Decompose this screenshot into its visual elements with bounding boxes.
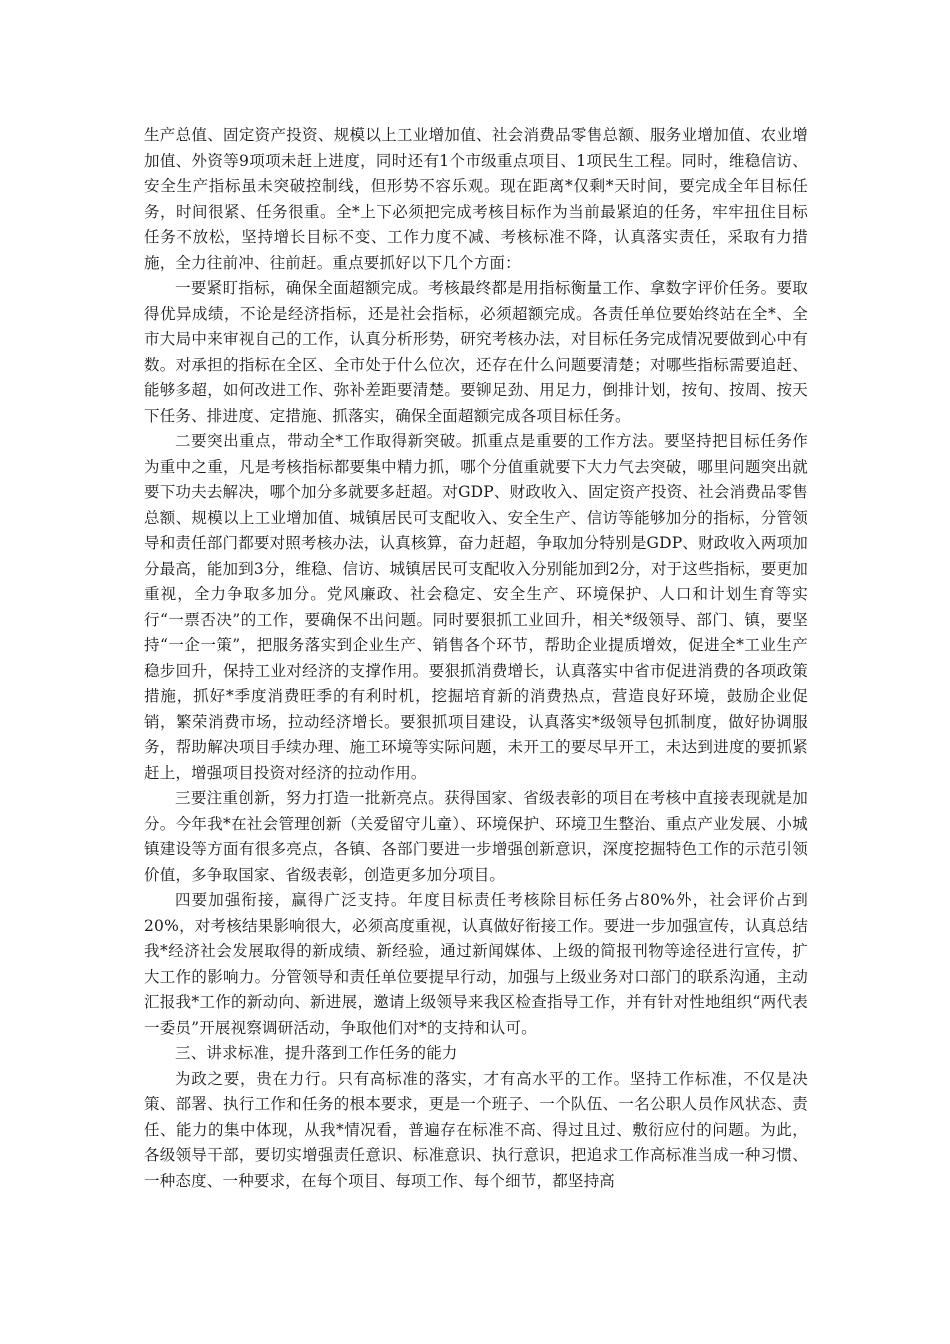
document-body bbox=[144, 123, 808, 1194]
paragraph-section-three-body: 为政之要，贵在力行。只有高标准的落实，才有高水平的工作。坚持工作标准，不仅是决策、部署、执行工作和任务的根本要求，更是一个班子、一个队伍、一名公职人员作风状态、责任、能力的集中体现，从我*情况看，普遍存在标准不高、得过且过、敷衍应付的问题。为此，各级领导干部，要切实增强责任意识、标准意识、执行意识，把追求工作高标准当成一种习惯、一种态度、一种要求，在每个项目、每项工作、每个细节，都坚持高 bbox=[144, 1069, 808, 1190]
paragraph-point-one: 一要紧盯指标，确保全面超额完成。考核最终都是用指标衡量工作、拿数字评价任务。要取得优异成绩，不论是经济指标，还是社会指标，必须超额完成。各责任单位要始终站在全*、全市大局中来审视自己的工作，认真分析形势，研究考核办法，对目标任务完成情况要做到心中有数。对承担的指标在全区、全市处于什么位次，还存在什么问题要清楚；对哪些指标需要追赶、能够多超，如何改进工作、弥补差距要清楚。要铆足劲、用足力，倒排计划，按旬、按周、按天下任务、排进度、定措施、抓落实，确保全面超额完成各项目标任务。 bbox=[144, 279, 808, 425]
paragraph-point-three: 三要注重创新，努力打造一批新亮点。获得国家、省级表彰的项目在考核中直接表现就是加分。今年我*在社会管理创新（关爱留守儿童）、环境保护、环境卫生整治、重点产业发展、小城镇建设等方面有很多亮点，各镇、各部门要进一步增强创新意识，深度挖掘特色工作的示范引领价值，多争取国家、省级表彰，创造更多加分项目。 bbox=[144, 789, 808, 884]
paragraph-point-four: 四要加强衔接，赢得广泛支持。年度目标责任考核除目标任务占80%外，社会评价占到20%，对考核结果影响很大，必须高度重视，认真做好衔接工作。要进一步加强宣传，认真总结我*经济社会发展取得的新成绩、新经验，通过新闻媒体、上级的简报刊物等途径进行宣传，扩大工作的影响力。分管领导和责任单位要提早行动，加强与上级业务对口部门的联系沟通，主动汇报我*工作的新动向、新进展，邀请上级领导来我区检查指导工作，并有针对性地组织“两代表一委员”开展视察调研活动，争取他们对*的支持和认可。 bbox=[144, 891, 808, 1037]
paragraph-intro-continuation: 生产总值、固定资产投资、规模以上工业增加值、社会消费品零售总额、服务业增加值、农业增加值、外资等9项项未赶上进度，同时还有1个市级重点项目、1项民生工程。同时，维稳信访、安全生产指标虽未突破控制线，但形势不容乐观。现在距离*仅剩*天时间，要完成全年目标任务，时间很紧、任务很重。全*上下必须把完成考核目标作为当前最紧迫的任务，牢牢扭住目标任务不放松，坚持增长目标不变、工作力度不减、考核标准不降，认真落实责任，采取有力措施，全力往前冲、往前赶。重点要抓好以下几个方面： bbox=[144, 126, 808, 272]
paragraph-point-two: 二要突出重点，带动全*工作取得新突破。抓重点是重要的工作方法。要坚持把目标任务作为重中之重，凡是考核指标都要集中精力抓，哪个分值重就要下大力气去突破，哪里问题突出就要下功夫去解决，哪个加分多就要多赶超。对GDP、财政收入、固定资产投资、社会消费品零售总额、规模以上工业增加值、城镇居民可支配收入、安全生产、信访等能够加分的指标，分管领导和责任部门都要对照考核办法，认真核算，奋力赶超，争取加分特别是GDP、财政收入两项加分最高，能加到3分，维稳、信访、城镇居民可支配收入分别能加到2分，对于这些指标，要更加重视，全力争取多加分。党风廉政、社会稳定、安全生产、环境保护、人口和计划生育等实行“一票否决”的工作，要确保不出问题。同时要狠抓工业回升，相关*级领导、部门、镇，要坚持“一企一策”，把服务落实到企业生产、销售各个环节，帮助企业提质增效，促进全*工业生产稳步回升，保持工业对经济的支撑作用。要狠抓消费增长，认真落实中省市促进消费的各项政策措施，抓好*季度消费旺季的有利时机，挖掘培育新的消费热点，营造良好环境，鼓励企业促销，繁荣消费市场，拉动经济增长。要狠抓项目建设，认真落实*级领导包抓制度，做好协调服务，帮助解决项目手续办理、施工环境等实际问题，未开工的要尽早开工，未达到进度的要抓紧赶上，增强项目投资对经济的拉动作用。 bbox=[144, 432, 808, 782]
section-heading-three: 三、讲求标准，提升落到工作任务的能力 bbox=[175, 1044, 458, 1062]
